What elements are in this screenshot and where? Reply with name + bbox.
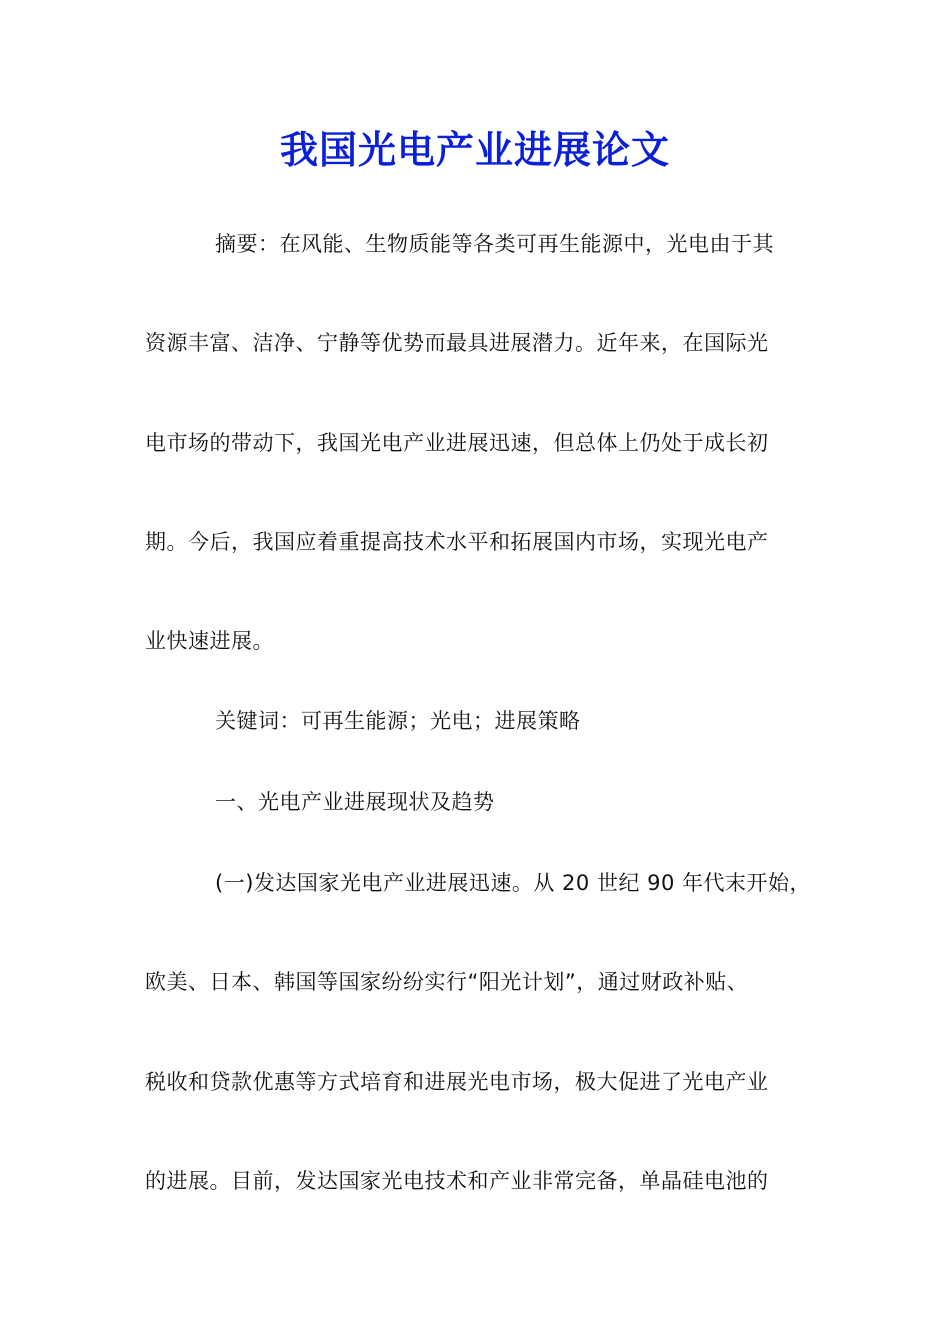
paragraph-line: 税收和贷款优惠等方式培育和进展光电市场，极大促进了光电产业: [145, 1070, 769, 1094]
abstract-line: 业快速进展。: [145, 629, 274, 653]
keywords-line: 关键词：可再生能源；光电；进展策略: [215, 709, 581, 733]
abstract-line: 资源丰富、洁净、宁静等优势而最具进展潜力。近年来，在国际光: [145, 331, 769, 355]
section-heading: 一、光电产业进展现状及趋势: [215, 790, 495, 814]
abstract-line: 期。今后，我国应着重提高技术水平和拓展国内市场，实现光电产: [145, 530, 769, 554]
paragraph-line: 欧美、日本、韩国等国家纷纷实行“阳光计划”，通过财政补贴、: [145, 970, 749, 994]
abstract-line: 摘要：在风能、生物质能等各类可再生能源中，光电由于其: [215, 232, 774, 256]
document-title: 我国光电产业进展论文: [279, 127, 670, 172]
abstract-line: 电市场的带动下，我国光电产业进展迅速，但总体上仍处于成长初: [145, 431, 769, 455]
paragraph-line: 的进展。目前，发达国家光电技术和产业非常完备，单晶硅电池的: [145, 1169, 769, 1193]
paragraph-line: (一)发达国家光电产业进展迅速。从 20 世纪 90 年代末开始，: [215, 871, 812, 895]
